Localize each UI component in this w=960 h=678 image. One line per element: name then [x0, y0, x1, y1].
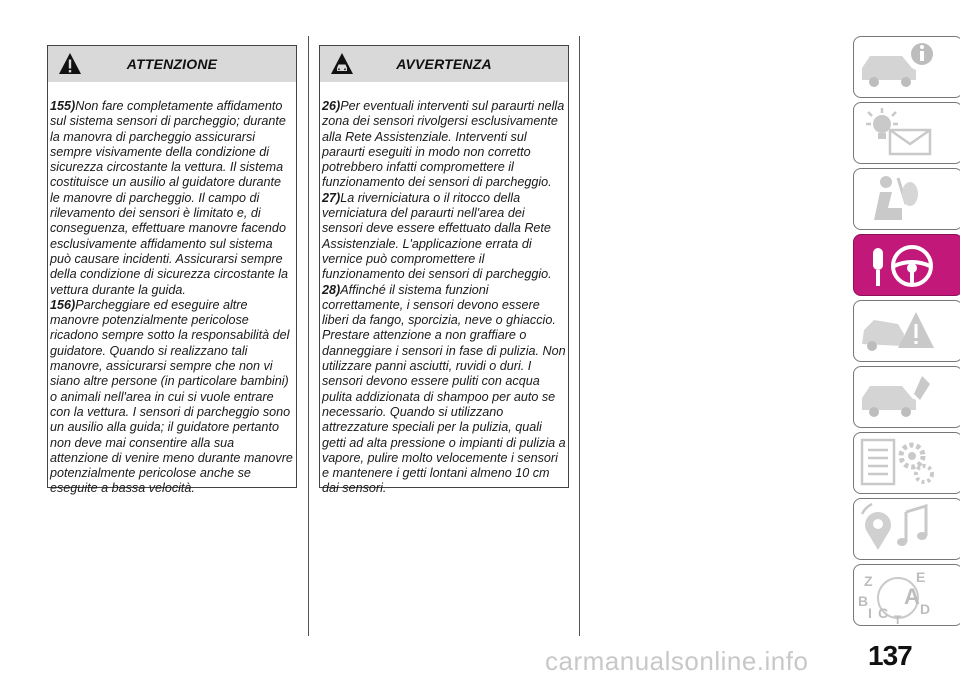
- car-maintenance-icon: [858, 370, 938, 422]
- svg-text:T: T: [894, 613, 902, 624]
- tab-car-maintenance[interactable]: [853, 366, 960, 428]
- warning-box-body: [48, 82, 296, 505]
- column-divider-right: [579, 36, 580, 636]
- svg-text:Z: Z: [864, 573, 873, 589]
- specifications-gears-icon: [858, 436, 938, 488]
- page-number: 137: [868, 640, 912, 671]
- svg-text:A: A: [904, 584, 920, 609]
- svg-text:B: B: [858, 593, 869, 609]
- warning-note: 156)Parcheggiare ed eseguire altre manovre potenzialmente pericolose ricadono sempre sotto la responsabilità del guidatore. Quando si realizzano tali manovre, assicurarsi sempre che non vi siano altre persone (in particolare bambini) o animali nell'area in cui si vuole entrare con la vettura. I sensori di parcheggio sono un ausilio alla guida; il guidatore pertanto non deve mai consentire alla sua attenzione di venire meno durante manovre potenzialmente pericolose anche se eseguite a bassa velocità.: [50, 297, 293, 496]
- seat-airbag-icon: [858, 172, 938, 224]
- tab-key-steering-wheel[interactable]: [853, 234, 960, 296]
- warning-note: 155)Non fare completamente affidamento sul sistema sensori di parcheggio; durante la manovra di parcheggio assicurarsi sempre visivamente della condizione di sicurezza circostante la vettura. Il sistema costituisce un ausilio al guidatore durante le manovre di parcheggio. Il campo di rilevamento dei sensori è limitato e, di conseguenza, effettuare manovre facendo esclusivamente affidamento sul sistema può causare incidenti. Assicurarsi sempre della condizione di sicurezza circostante la vettura durante la guida.: [50, 99, 289, 297]
- warning-box: [47, 45, 297, 496]
- accident-warning-icon: [858, 304, 938, 356]
- column-divider-left: [308, 36, 309, 636]
- key-steering-wheel-icon: [858, 238, 938, 294]
- car-caution-triangle-icon: [330, 52, 354, 76]
- watermark: carmanualsonline.info: [545, 646, 809, 676]
- alphabetical-index-icon: [858, 568, 938, 624]
- tab-accident-warning[interactable]: [853, 300, 960, 362]
- caution-note: 28)Affinché il sistema funzioni correttamente, i sensori devono essere liberi da fango, sporcizia, neve o ghiaccio. Prestare attenzione a non graffiare o danneggiare i sensori in fase di pulizia. Non utilizzare panni asciutti, ruvidi o duri. I sensori devono essere puliti con acqua pulita addizionata di shampoo per auto se necessario. Quando si utilizzano attrezzature speciali per la pulizia, quali getti ad alta pressione o impianti di pulizia a vapore, pulire molto velocemente i sensori e mantenere i getti lontani almeno 10 cm dai sensori.: [322, 282, 566, 496]
- warning-box-header: [48, 46, 296, 82]
- caution-box-title: AVVERTENZA: [396, 56, 492, 72]
- car-info-icon: [858, 40, 938, 92]
- caution-box-header: [320, 46, 568, 82]
- warning-lights-icon: [858, 106, 938, 158]
- tab-seat-airbag[interactable]: [853, 168, 960, 230]
- tab-warning-lights[interactable]: [853, 102, 960, 164]
- tab-multimedia[interactable]: [853, 498, 960, 560]
- caution-box: [319, 45, 569, 496]
- multimedia-icon: [858, 502, 938, 554]
- warning-box-title: ATTENZIONE: [126, 56, 218, 72]
- caution-note: 27)La riverniciatura o il ritocco della verniciatura del paraurti nell'area dei sensori deve essere effettuato dalla Rete Assistenziale. L'applicazione errata di vernice può compromettere il funzionamento dei sensori di parcheggio.: [322, 190, 552, 282]
- warning-triangle-icon: [58, 52, 82, 76]
- caution-note: 26)Per eventuali interventi sul paraurti nella zona dei sensori rivolgersi esclusivamente alla Rete Assistenziale. Interventi sul paraurti eseguiti in modo non corretto potrebbero infatti compromettere il funzionamento dei sensori di parcheggio.: [322, 99, 565, 190]
- tab-alphabetical-index[interactable]: [853, 564, 960, 626]
- svg-text:D: D: [920, 601, 931, 617]
- caution-box-body: [320, 82, 568, 505]
- svg-text:E: E: [916, 569, 926, 585]
- tab-car-info[interactable]: [853, 36, 960, 98]
- svg-text:C: C: [878, 605, 889, 621]
- tab-specifications[interactable]: [853, 432, 960, 494]
- svg-text:I: I: [868, 605, 872, 621]
